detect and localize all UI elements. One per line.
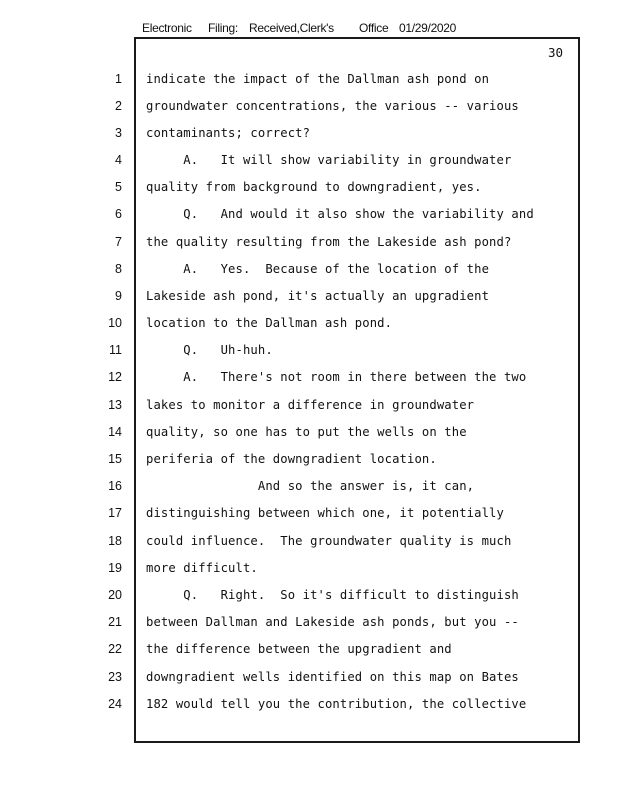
line-number: 7	[115, 235, 122, 249]
line-text: more difficult.	[146, 561, 258, 575]
transcript-line	[0, 615, 618, 631]
line-number: 20	[108, 588, 122, 602]
transcript-line	[0, 289, 618, 305]
transcript-line	[0, 561, 618, 577]
line-text: location to the Dallman ash pond.	[146, 316, 393, 330]
filing-header-office: Office	[359, 21, 389, 35]
line-text: A. There's not room in there between the two	[146, 370, 527, 384]
transcript-line	[0, 343, 618, 359]
filing-header-electronic: Electronic	[142, 21, 192, 35]
transcript-line	[0, 316, 618, 332]
filing-header-received: Received,Clerk's	[249, 21, 334, 35]
line-text: Lakeside ash pond, it's actually an upgradient	[146, 289, 490, 303]
line-text: Q. And would it also show the variability and	[146, 207, 534, 221]
line-number: 10	[108, 316, 122, 330]
line-number: 21	[108, 615, 122, 629]
line-text: contaminants; correct?	[146, 126, 311, 140]
line-text: A. It will show variability in groundwater	[146, 153, 512, 167]
line-number: 9	[115, 289, 122, 303]
line-number: 6	[115, 207, 122, 221]
transcript-line	[0, 534, 618, 550]
transcript-line	[0, 370, 618, 386]
line-text: could influence. The groundwater quality is much	[146, 534, 512, 548]
line-number: 8	[115, 262, 122, 276]
transcript-line	[0, 670, 618, 686]
transcript-line	[0, 697, 618, 713]
line-number: 16	[108, 479, 122, 493]
line-number: 22	[108, 642, 122, 656]
transcript-line	[0, 153, 618, 169]
line-number: 13	[108, 398, 122, 412]
transcript-line	[0, 235, 618, 251]
transcript-line	[0, 588, 618, 604]
line-text: 182 would tell you the contribution, the collective	[146, 697, 527, 711]
line-text: lakes to monitor a difference in groundwater	[146, 398, 475, 412]
transcript-line	[0, 262, 618, 278]
line-text: Q. Right. So it's difficult to distinguish	[146, 588, 519, 602]
transcript-line	[0, 72, 618, 88]
line-text: periferia of the downgradient location.	[146, 452, 437, 466]
transcript-line	[0, 126, 618, 142]
transcript-line	[0, 452, 618, 468]
line-text: groundwater concentrations, the various -- various	[146, 99, 519, 113]
line-number: 14	[108, 425, 122, 439]
line-text: Q. Uh-huh.	[146, 343, 273, 357]
line-text: quality from background to downgradient, yes.	[146, 180, 482, 194]
transcript-line	[0, 479, 618, 495]
line-number: 4	[115, 153, 122, 167]
line-number: 3	[115, 126, 122, 140]
line-number: 19	[108, 561, 122, 575]
line-number: 2	[115, 99, 122, 113]
line-text: And so the answer is, it can,	[146, 479, 475, 493]
line-text: between Dallman and Lakeside ash ponds, but you --	[146, 615, 519, 629]
line-number: 12	[108, 370, 122, 384]
line-text: downgradient wells identified on this map on Bates	[146, 670, 519, 684]
line-number: 23	[108, 670, 122, 684]
page-number: 30	[548, 45, 564, 60]
transcript-page-frame	[134, 37, 580, 743]
line-number: 15	[108, 452, 122, 466]
line-text: the difference between the upgradient and	[146, 642, 452, 656]
line-text: A. Yes. Because of the location of the	[146, 262, 490, 276]
line-number: 17	[108, 506, 122, 520]
transcript-line	[0, 506, 618, 522]
line-number: 18	[108, 534, 122, 548]
line-text: indicate the impact of the Dallman ash pond on	[146, 72, 490, 86]
line-number: 1	[115, 72, 122, 86]
transcript-line	[0, 180, 618, 196]
filing-header	[142, 21, 456, 35]
transcript-line	[0, 642, 618, 658]
transcript-line	[0, 99, 618, 115]
line-text: distinguishing between which one, it potentially	[146, 506, 504, 520]
transcript-line	[0, 398, 618, 414]
line-text: the quality resulting from the Lakeside ash pond?	[146, 235, 512, 249]
line-number: 5	[115, 180, 122, 194]
filing-header-filing: Filing:	[208, 21, 238, 35]
transcript-line	[0, 425, 618, 441]
line-text: quality, so one has to put the wells on the	[146, 425, 467, 439]
line-number: 11	[109, 343, 122, 357]
line-number: 24	[108, 697, 122, 711]
filing-header-date: 01/29/2020	[399, 21, 457, 35]
transcript-line	[0, 207, 618, 223]
